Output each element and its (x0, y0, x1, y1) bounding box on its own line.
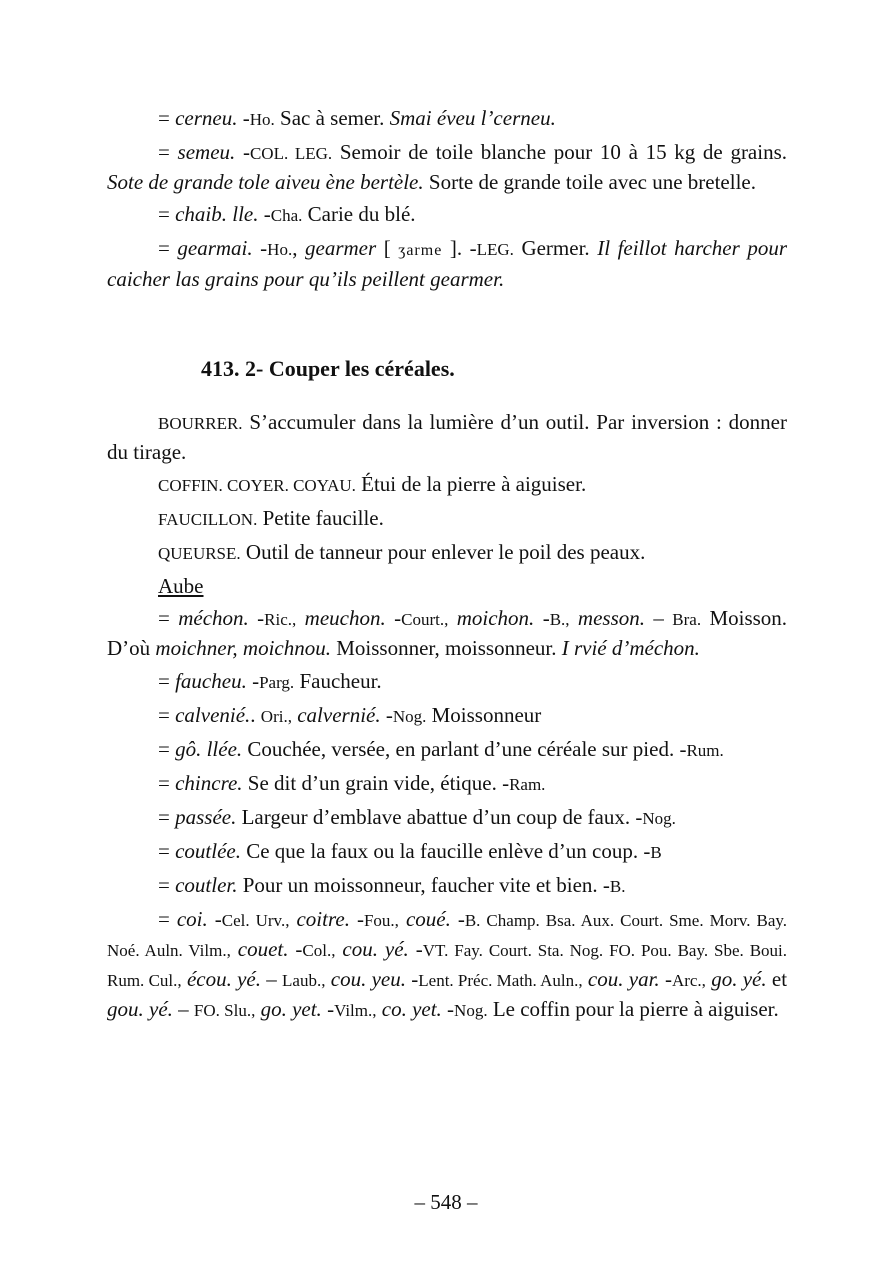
entry-coutler: = coutler. Pour un moissonneur, faucher vite et bien. -B. (158, 873, 626, 897)
entry-semeu: = semeu. -COL. LEG. Semoir de toile blanche pour 10 à 15 kg de grains. Sote de grande tole aiveu ène bertèle. Sorte de grande toile avec une bretelle. (107, 140, 788, 194)
entry-cerneu: = cerneu. -Ho. Sac à semer. Smai éveu l’cerneu. (158, 106, 556, 130)
entry-faucillon: FAUCILLON. Petite faucille. (158, 506, 384, 530)
entry-chaib: = chaib. lle. -Cha. Carie du blé. (158, 202, 416, 226)
region-label: Aube (158, 574, 204, 598)
entry-coffin: COFFIN. COYER. COYAU. Étui de la pierre à aiguiser. (158, 472, 587, 496)
entry-coutlee: = coutlée. Ce que la faux ou la faucille enlève d’un coup. -B (158, 839, 662, 863)
entry-passee: = passée. Largeur d’emblave abattue d’un coup de faux. -Nog. (158, 805, 676, 829)
phonetic-transcription: ʒarme (398, 242, 443, 259)
entry-bourrer: BOURRER. S’accumuler dans la lumière d’un outil. Par inversion : donner du tirage. (107, 410, 787, 464)
section-heading: 413. 2- Couper les céréales. (201, 356, 455, 381)
entry-go-llee: = gô. llée. Couchée, versée, en parlant d’une céréale sur pied. -Rum. (158, 737, 724, 761)
entry-mechon: = méchon. -Ric., meuchon. -Court., moichon. -B., messon. – Bra. Moisson. D’où moichner, moichnou. Moissonner, moissonneur. I rvié d’méchon. (107, 606, 788, 660)
entry-gearmai: = gearmai. -Ho., gearmer [ ʒarme ]. -LEG. Germer. Il feillot harcher pour caicher las grains pour qu’ils peillent gearmer. (107, 236, 788, 291)
page-number: – 548 – (414, 1190, 478, 1214)
page-body (107, 104, 787, 1025)
entry-calvenie: = calvenié.. Ori., calvernié. -Nog. Moissonneur (158, 703, 542, 727)
entry-chincre: = chincre. Se dit d’un grain vide, étique. -Ram. (158, 771, 546, 795)
entry-queurse: QUEURSE. Outil de tanneur pour enlever le poil des peaux. (158, 540, 646, 564)
entry-faucheu: = faucheu. -Parg. Faucheur. (158, 669, 382, 693)
entry-coi: = coi. -Cel. Urv., coitre. -Fou., coué. -B. Champ. Bsa. Aux. Court. Sme. Morv. Bay. Noé. Auln. Vilm., couet. -Col., cou. yé. -VT. Fay. Court. Sta. Nog. FO. Pou. Bay. Sbe. Boui. Rum. Cul., écou. yé. – Laub., cou. yeu. -Lent. Préc. Math. Auln., cou. yar. -Arc., go. yé. et gou. yé. – FO. Slu., go. yet. -Vilm., co. yet. -Nog. Le coffin pour la pierre à aiguiser. (107, 907, 788, 1021)
